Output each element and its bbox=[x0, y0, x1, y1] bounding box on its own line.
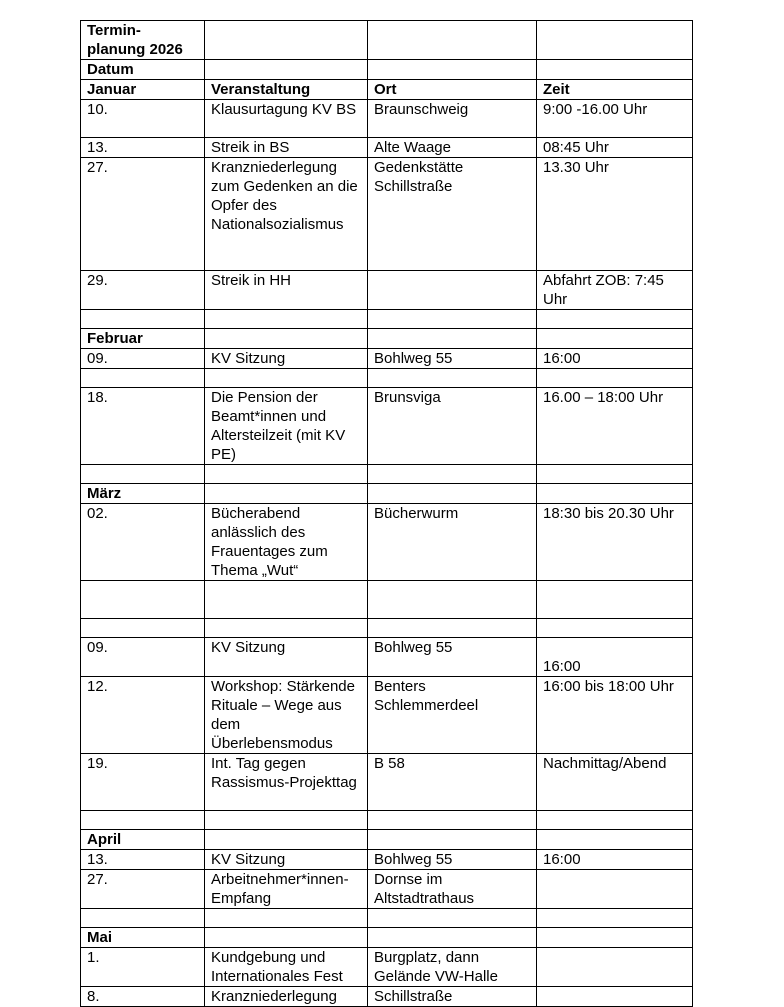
time-cell bbox=[537, 870, 693, 909]
date-cell: 12. bbox=[81, 677, 205, 754]
empty-cell bbox=[205, 21, 368, 60]
month-row bbox=[81, 928, 693, 948]
location-cell: Schillstraße bbox=[368, 987, 537, 1007]
location-cell: Bücherwurm bbox=[368, 504, 537, 581]
month-row bbox=[81, 830, 693, 850]
location-cell bbox=[368, 830, 537, 850]
table-row bbox=[81, 987, 693, 1007]
location-cell: Bohlweg 55 bbox=[368, 349, 537, 369]
event-cell: Klausurtagung KV BS bbox=[205, 100, 368, 138]
location-cell: Burgplatz, dann Gelände VW-Halle bbox=[368, 948, 537, 987]
location-cell: B 58 bbox=[368, 754, 537, 811]
time-cell: 16:00 bbox=[537, 638, 693, 677]
event-cell bbox=[205, 310, 368, 329]
event-cell: Streik in BS bbox=[205, 138, 368, 158]
title-row bbox=[81, 21, 693, 60]
date-cell: 13. bbox=[81, 850, 205, 870]
table-row bbox=[81, 349, 693, 369]
month-label: Mai bbox=[81, 928, 205, 948]
month-label: Februar bbox=[81, 329, 205, 349]
event-cell bbox=[205, 830, 368, 850]
column-header-event: Veranstaltung bbox=[205, 80, 368, 100]
datum-row bbox=[81, 60, 693, 80]
table-row bbox=[81, 388, 693, 465]
table-row bbox=[81, 504, 693, 581]
empty-row bbox=[81, 909, 693, 928]
time-cell bbox=[537, 948, 693, 987]
event-cell: Int. Tag gegen Rassismus-Projekttag bbox=[205, 754, 368, 811]
column-header-location: Ort bbox=[368, 80, 537, 100]
table-row bbox=[81, 100, 693, 138]
time-cell bbox=[537, 581, 693, 619]
date-cell bbox=[81, 369, 205, 388]
event-cell bbox=[205, 909, 368, 928]
date-cell: 10. bbox=[81, 100, 205, 138]
column-header-row bbox=[81, 80, 693, 100]
date-cell bbox=[81, 909, 205, 928]
empty-row bbox=[81, 465, 693, 484]
date-cell: 27. bbox=[81, 870, 205, 909]
date-cell bbox=[81, 465, 205, 484]
location-cell bbox=[368, 928, 537, 948]
location-cell bbox=[368, 271, 537, 310]
table-row bbox=[81, 850, 693, 870]
date-cell: 18. bbox=[81, 388, 205, 465]
column-header-time: Zeit bbox=[537, 80, 693, 100]
table-row bbox=[81, 158, 693, 271]
empty-cell bbox=[368, 60, 537, 80]
empty-row bbox=[81, 581, 693, 619]
event-cell bbox=[205, 581, 368, 619]
event-cell bbox=[205, 484, 368, 504]
event-cell: Workshop: Stärkende Rituale – Wege aus dem Überlebensmodus bbox=[205, 677, 368, 754]
table-row bbox=[81, 754, 693, 811]
location-cell: Benters Schlemmerdeel bbox=[368, 677, 537, 754]
month-label: März bbox=[81, 484, 205, 504]
location-cell bbox=[368, 619, 537, 638]
event-cell bbox=[205, 619, 368, 638]
location-cell: Bohlweg 55 bbox=[368, 850, 537, 870]
empty-row bbox=[81, 811, 693, 830]
table-row bbox=[81, 638, 693, 677]
date-cell: 1. bbox=[81, 948, 205, 987]
event-cell bbox=[205, 811, 368, 830]
table-body bbox=[81, 21, 693, 1007]
empty-cell bbox=[205, 60, 368, 80]
month-row bbox=[81, 329, 693, 349]
empty-cell bbox=[368, 21, 537, 60]
date-cell bbox=[81, 811, 205, 830]
event-cell bbox=[205, 928, 368, 948]
empty-cell bbox=[537, 60, 693, 80]
time-cell: 08:45 Uhr bbox=[537, 138, 693, 158]
date-cell: 02. bbox=[81, 504, 205, 581]
month-row bbox=[81, 484, 693, 504]
location-cell bbox=[368, 581, 537, 619]
empty-row bbox=[81, 619, 693, 638]
empty-row bbox=[81, 369, 693, 388]
time-cell bbox=[537, 484, 693, 504]
date-cell: 19. bbox=[81, 754, 205, 811]
time-cell: 9:00 -16.00 Uhr bbox=[537, 100, 693, 138]
table-row bbox=[81, 271, 693, 310]
table-row bbox=[81, 870, 693, 909]
event-cell bbox=[205, 369, 368, 388]
location-cell: Braunschweig bbox=[368, 100, 537, 138]
time-cell: 16.00 – 18:00 Uhr bbox=[537, 388, 693, 465]
location-cell bbox=[368, 909, 537, 928]
event-cell: Bücherabend anlässlich des Frauentages zum Thema „Wut“ bbox=[205, 504, 368, 581]
event-cell: Die Pension der Beamt*innen und Altersteilzeit (mit KV PE) bbox=[205, 388, 368, 465]
event-cell: Kundgebung und Internationales Fest bbox=[205, 948, 368, 987]
time-cell bbox=[537, 830, 693, 850]
date-cell: 27. bbox=[81, 158, 205, 271]
event-cell: KV Sitzung bbox=[205, 850, 368, 870]
event-cell: Streik in HH bbox=[205, 271, 368, 310]
table-row bbox=[81, 138, 693, 158]
time-cell bbox=[537, 987, 693, 1007]
time-cell: 16:00 bbox=[537, 349, 693, 369]
location-cell: Brunsviga bbox=[368, 388, 537, 465]
date-cell: 09. bbox=[81, 638, 205, 677]
time-cell bbox=[537, 369, 693, 388]
time-cell: 13.30 Uhr bbox=[537, 158, 693, 271]
time-cell bbox=[537, 909, 693, 928]
location-cell bbox=[368, 465, 537, 484]
date-cell bbox=[81, 310, 205, 329]
date-cell bbox=[81, 619, 205, 638]
time-cell: 18:30 bis 20.30 Uhr bbox=[537, 504, 693, 581]
event-cell: KV Sitzung bbox=[205, 349, 368, 369]
date-cell: 29. bbox=[81, 271, 205, 310]
time-cell bbox=[537, 465, 693, 484]
event-cell bbox=[205, 465, 368, 484]
time-cell bbox=[537, 928, 693, 948]
event-cell: Kranzniederlegung zum Gedenken an die Opfer des Nationalsozialismus bbox=[205, 158, 368, 271]
table-row bbox=[81, 677, 693, 754]
empty-row bbox=[81, 310, 693, 329]
column-header-month: Januar bbox=[81, 80, 205, 100]
time-cell bbox=[537, 310, 693, 329]
location-cell bbox=[368, 329, 537, 349]
event-cell: KV Sitzung bbox=[205, 638, 368, 677]
event-schedule-table bbox=[80, 20, 693, 1007]
location-cell: Bohlweg 55 bbox=[368, 638, 537, 677]
date-cell: 8. bbox=[81, 987, 205, 1007]
time-cell bbox=[537, 619, 693, 638]
time-cell bbox=[537, 329, 693, 349]
time-cell: Abfahrt ZOB: 7:45 Uhr bbox=[537, 271, 693, 310]
location-cell bbox=[368, 310, 537, 329]
event-cell: Kranzniederlegung bbox=[205, 987, 368, 1007]
empty-cell bbox=[537, 21, 693, 60]
location-cell: Dornse im Altstadtrathaus bbox=[368, 870, 537, 909]
event-cell: Arbeitnehmer*innen-Empfang bbox=[205, 870, 368, 909]
date-cell: 13. bbox=[81, 138, 205, 158]
location-cell bbox=[368, 811, 537, 830]
table-row bbox=[81, 948, 693, 987]
time-cell: 16:00 bis 18:00 Uhr bbox=[537, 677, 693, 754]
date-cell bbox=[81, 581, 205, 619]
location-cell: Alte Waage bbox=[368, 138, 537, 158]
event-cell bbox=[205, 329, 368, 349]
time-cell: 16:00 bbox=[537, 850, 693, 870]
location-cell bbox=[368, 369, 537, 388]
location-cell: Gedenkstätte Schillstraße bbox=[368, 158, 537, 271]
month-label: April bbox=[81, 830, 205, 850]
location-cell bbox=[368, 484, 537, 504]
document-title: Termin- planung 2026 bbox=[81, 21, 205, 60]
time-cell bbox=[537, 811, 693, 830]
time-cell: Nachmittag/Abend bbox=[537, 754, 693, 811]
datum-label: Datum bbox=[81, 60, 205, 80]
date-cell: 09. bbox=[81, 349, 205, 369]
